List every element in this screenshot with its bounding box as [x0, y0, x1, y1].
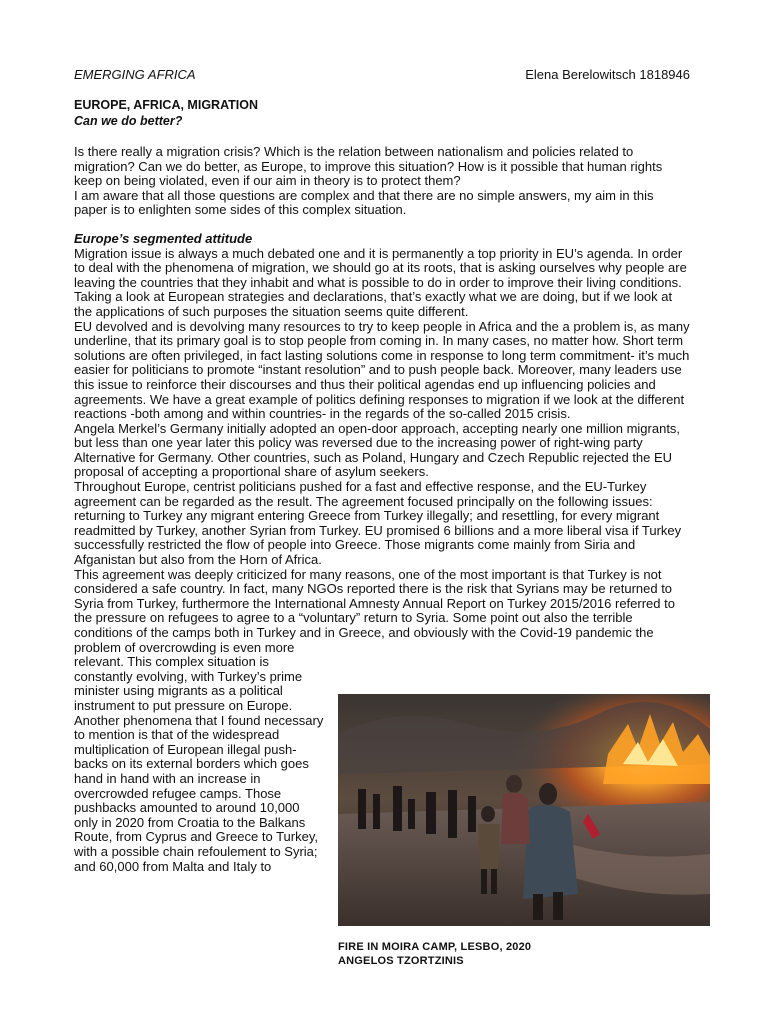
page-header	[74, 66, 690, 83]
section-heading: Europe’s segmented attitude	[74, 230, 253, 246]
body-paragraph: This agreement was deeply criticized for many reasons, one of the most important is that Turkey is not considered a safe country. In fact, many NGOs reported there is the risk that Syrians may be returned to Syria from Turkey, furthermore the International Amnesty Annual Report on Turkey 2015/2016 referred to the pressure on refugees to agree to a “voluntary” return to Syria. Some point out also the terrible conditions of the camps both in Turkey and in Greece, and obviously with the Covid-19 pandemic the	[74, 566, 675, 640]
body-text	[74, 247, 690, 641]
body-paragraph: Migration issue is always a much debated one and it is permanently a top priority in EU’s agenda. In order to deal with the phenomena of migration, we should go at its roots, that is asking ourselves why people are leaving the countries that they inhabit and what is possible to do in order to improve their living conditions. Taking a look at European strategies and declarations, that’s exactly what we are doing, but if we look at the applications of such purposes the situation seems quite different.	[74, 245, 687, 319]
document-subtitle: Can we do better?	[74, 114, 183, 128]
document-page	[74, 66, 690, 967]
camp-fire-photo	[338, 694, 710, 926]
intro-paragraph: I am aware that all those questions are complex and that there are no simple answers, my aim in this paper is to enlighten some sides of this complex situation.	[74, 187, 654, 218]
intro-section	[74, 145, 690, 218]
body-paragraph: EU devolved and is devolving many resources to try to keep people in Africa and the a problem is, as many underline, that its primary goal is to stop people from coming in. In many cases, no matter how. Short term solutions are often privileged, in fact lasting solutions come in response to long term commitment- it’s much easier for politicians to promote “instant resolution” and to push people back. Moreover, many leaders use this issue to reinforce their discourses and thus their political agendas end up influencing policies and agreements. We have a great example of politics defining responses to migration if we look at the different reactions -both among and within countries- in the regards of the so-called 2015 crisis.	[74, 318, 690, 422]
body-paragraph: problem of overcrowding is even more relevant. This complex situation is constantly evolving, with Turkey’s prime minister using migrants as a political instrument to put pressure on Europe.	[74, 639, 303, 713]
author-name: Elena Berelowitsch 1818946	[525, 67, 690, 82]
photo-figure	[338, 694, 710, 968]
body-paragraph: Another phenomena that I found necessary to mention is that of the widespread multiplication of European illegal push-backs on its external borders which goes hand in hand with an increase in overcrowded refugee camps. Those pushbacks amounted to around 10,000 only in 2020 from Croatia to the Balkans Route, from Cyprus and Greece to Turkey, with a possible chain refoulement to Syria; and 60,000 from Malta and Italy to	[74, 712, 324, 874]
narrow-column	[74, 641, 324, 875]
caption-credit: ANGELOS TZORTZINIS	[338, 955, 464, 967]
caption-title: FIRE IN MOIRA CAMP, LESBO, 2020	[338, 941, 532, 953]
body-paragraph: Throughout Europe, centrist politicians pushed for a fast and effective response, and the EU-Turkey agreement can be regarded as the result. The agreement focused principally on the following issues: returning to Turkey any migrant entering Greece from Turkey illegally; and resettling, for every migrant readmitted by Turkey, another Syrian from Turkey. EU promised 6 billions and a more liberal visa if Turkey successfully restricted the flow of people into Greece. Those migrants come mainly from Siria and Afganistan but also from the Horn of Africa.	[74, 479, 682, 568]
body-paragraph: Angela Merkel’s Germany initially adopted an open-door approach, accepting nearly one million migrants, but less than one year later this policy was reversed due to the increasing power of right-wing party Alternative for Germany. Other countries, such as Poland, Hungary and Czech Republic rejected the EU proposal of accepting a proportional share of asylum seekers.	[74, 420, 681, 480]
intro-paragraph: Is there really a migration crisis? Which is the relation between nationalism and policies related to migration? Can we do better, as Europe, to improve this situation? How is it possible that human rights keep on being violated, even if our aim in theory is to protect them?	[74, 144, 663, 189]
course-name: EMERGING AFRICA	[74, 67, 196, 82]
document-title: EUROPE, AFRICA, MIGRATION	[74, 98, 259, 112]
photo-caption	[338, 940, 710, 968]
